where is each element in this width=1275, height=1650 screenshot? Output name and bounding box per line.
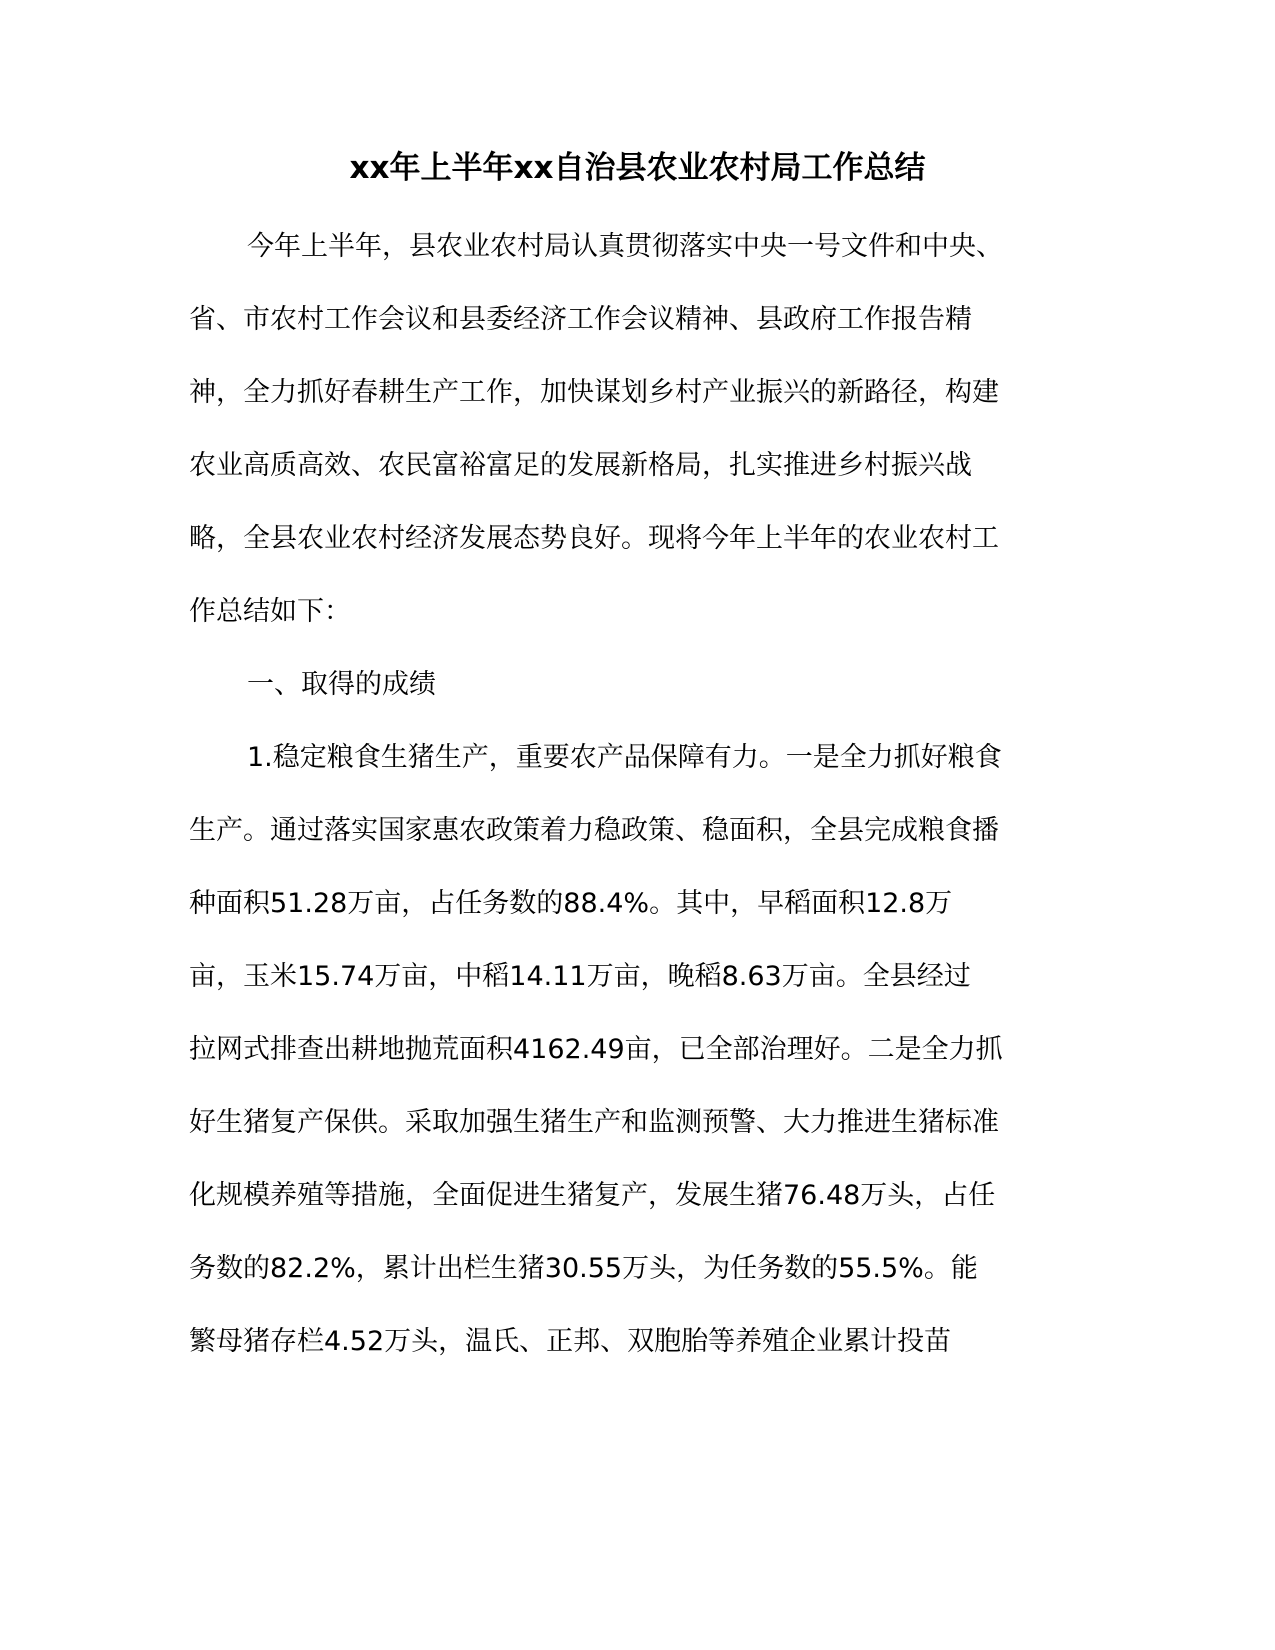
paragraph-line: 神，全力抓好春耕生产工作，加快谋划乡村产业振兴的新路径，构建 (189, 377, 999, 408)
paragraph-line: 生产。通过落实国家惠农政策着力稳政策、稳面积，全县完成粮食播 (189, 815, 999, 846)
paragraph-line: 好生猪复产保供。采取加强生猪生产和监测预警、大力推进生猪标准 (189, 1107, 999, 1138)
paragraph-line: 亩，玉米15.74万亩，中稻14.11万亩，晚稻8.63万亩。全县经过 (189, 961, 971, 992)
document-title: xx年上半年xx自治县农业农村局工作总结 (349, 150, 926, 186)
paragraph-line: 略，全县农业农村经济发展态势良好。现将今年上半年的农业农村工 (189, 523, 999, 554)
paragraph-line: 农业高质高效、农民富裕富足的发展新格局，扎实推进乡村振兴战 (189, 450, 972, 481)
paragraph-line: 化规模养殖等措施，全面促进生猪复产，发展生猪76.48万头，占任 (189, 1180, 996, 1211)
paragraph-line: 务数的82.2%，累计出栏生猪30.55万头，为任务数的55.5%。能 (189, 1253, 978, 1284)
paragraph-line: 1.稳定粮食生猪生产，重要农产品保障有力。一是全力抓好粮食 (247, 742, 1002, 773)
paragraph-line: 今年上半年，县农业农村局认真贯彻落实中央一号文件和中央、 (247, 231, 1003, 262)
paragraph-line: 拉网式排查出耕地抛荒面积4162.49亩，已全部治理好。二是全力抓 (189, 1034, 1003, 1065)
paragraph-line: 繁母猪存栏4.52万头，温氏、正邦、双胞胎等养殖企业累计投苗 (189, 1326, 952, 1357)
paragraph-line: 省、市农村工作会议和县委经济工作会议精神、县政府工作报告精 (189, 304, 972, 335)
paragraph-line: 作总结如下： (189, 596, 351, 627)
section-heading: 一、取得的成绩 (247, 669, 436, 700)
paragraph-line: 种面积51.28万亩，占任务数的88.4%。其中，早稻面积12.8万 (189, 888, 953, 919)
